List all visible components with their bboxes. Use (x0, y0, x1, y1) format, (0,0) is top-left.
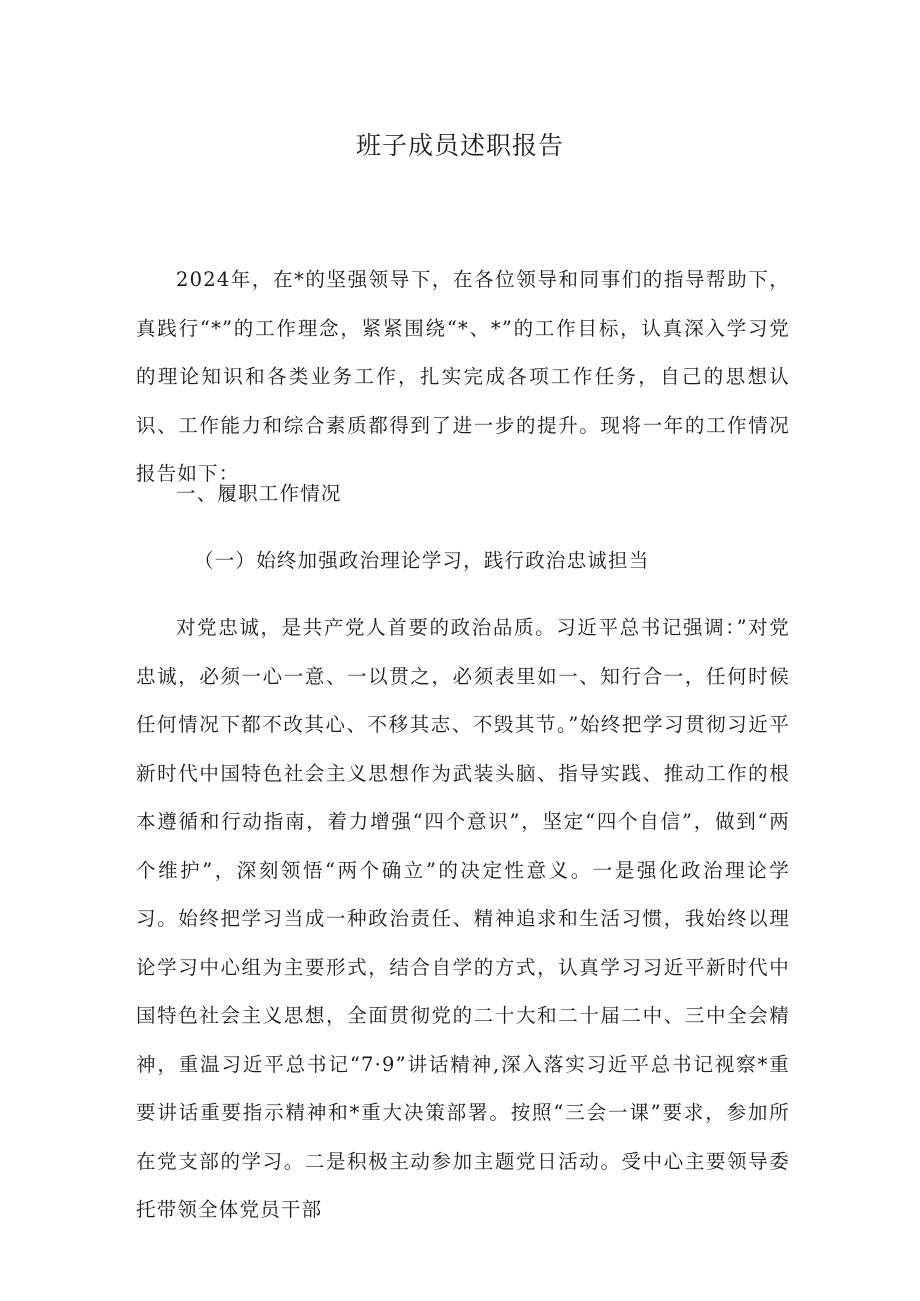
section-heading-1: 一、履职工作情况 (176, 482, 342, 505)
subsection-heading-1: （一）始终加强政治理论学习，践行政治忠诚担当 (194, 549, 650, 572)
intro-paragraph: 2024年，在*的坚强领导下，在各位领导和同事们的指导帮助下，真践行“*”的工作理念，紧紧围绕“*、*”的工作目标，认真深入学习党的理论知识和各类业务工作，扎实完成各项工作任务，自己的思想认识、工作能力和综合素质都得到了进一步的提升。现将一年的工作情况报告如下： (136, 268, 790, 485)
document-title: 班子成员述职报告 (355, 131, 564, 160)
body-paragraph: 对党忠诚，是共产党人首要的政治品质。习近平总书记强调：”对党忠诚，必须一心一意、一以贯之，必须表里如一、知行合一，任何时候任何情况下都不改其心、不移其志、不毁其节。”始终把学习贯彻习近平新时代中国特色社会主义思想作为武装头脑、指导实践、推动工作的根本遵循和行动指南，着力增强“四个意识”，坚定“四个自信”，做到“两个维护”，深刻领悟“两个确立”的决定性意义。一是强化政治理论学习。始终把学习当成一种政治责任、精神追求和生活习惯，我始终以理论学习中心组为主要形式，结合自学的方式，认真学习习近平新时代中国特色社会主义思想，全面贯彻党的二十大和二十届二中、三中全会精神，重温习近平总书记“7·9”讲话精神,深入落实习近平总书记视察*重要讲话重要指示精神和*重大决策部署。按照“三会一课”要求，参加所在党支部的学习。二是积极主动参加主题党日活动。受中心主要领导委托带领全体党员干部 (136, 616, 790, 1221)
